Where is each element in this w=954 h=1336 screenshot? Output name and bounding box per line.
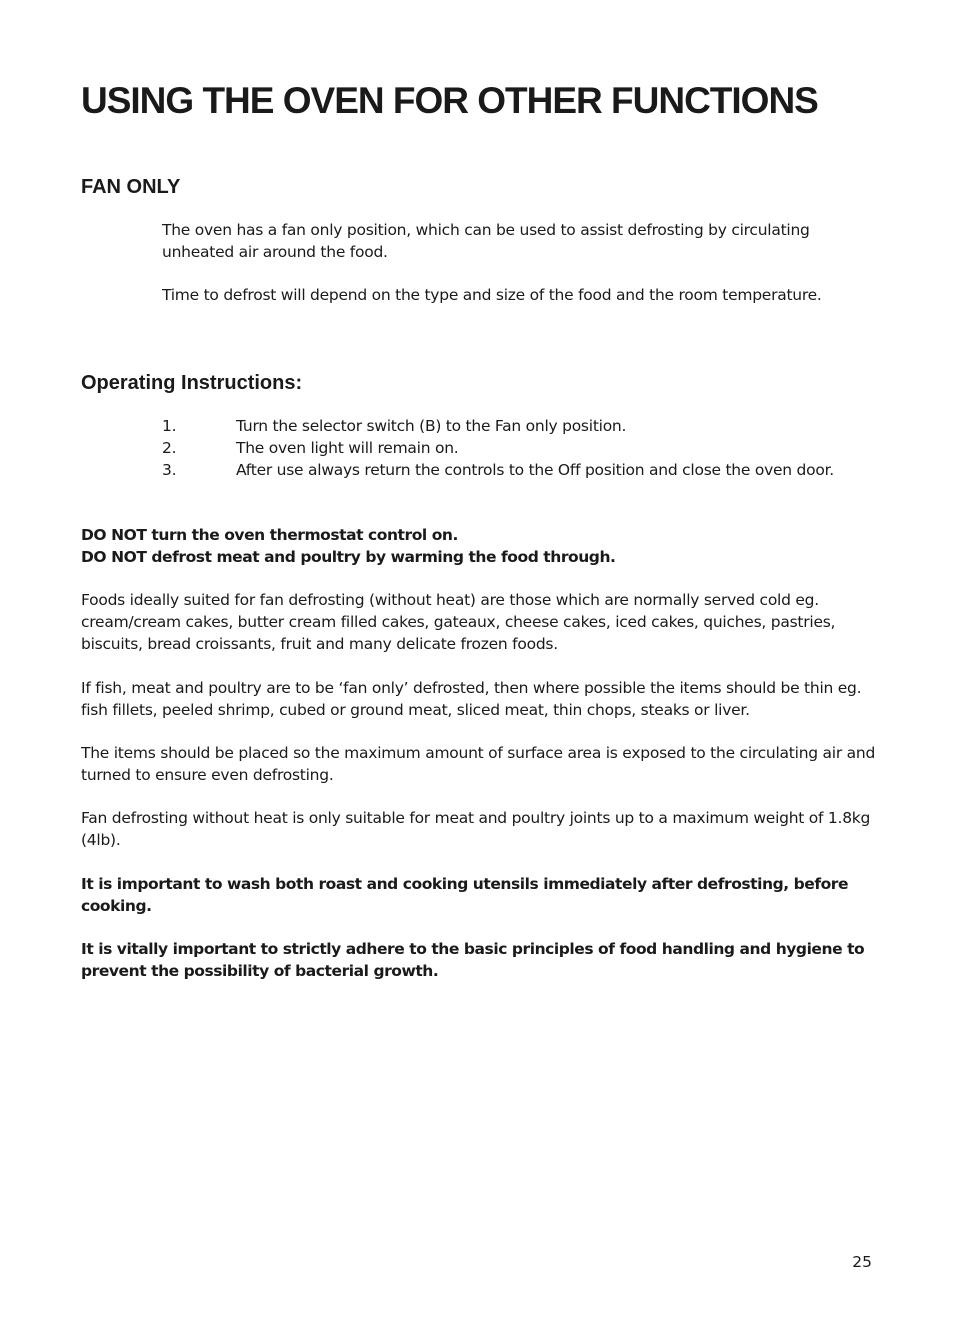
fan-only-paragraph: Time to defrost will depend on the type and size of the food and the room temperature. bbox=[162, 286, 822, 304]
step-text: Turn the selector switch (B) to the Fan only position. bbox=[236, 417, 627, 435]
important-note: It is important to wash both roast and cooking utensils immediately after defrosting, before cooking. bbox=[81, 875, 849, 915]
step-text: The oven light will remain on. bbox=[236, 439, 459, 457]
step-text: After use always return the controls to the Off position and close the oven door. bbox=[236, 461, 834, 479]
step-number: 2. bbox=[162, 439, 177, 457]
body-paragraph: The items should be placed so the maximum amount of surface area is exposed to the circulating air and turned to ensure even defrosting. bbox=[81, 744, 876, 784]
operating-step bbox=[162, 437, 882, 459]
body-paragraph: Fan defrosting without heat is only suitable for meat and poultry joints up to a maximum weight of 1.8kg (4lb). bbox=[81, 809, 871, 849]
operating-step bbox=[162, 459, 882, 481]
operating-step bbox=[162, 415, 882, 437]
fan-only-paragraph: The oven has a fan only position, which can be used to assist defrosting by circulating unheated air around the food. bbox=[162, 221, 810, 261]
body-paragraph: Foods ideally suited for fan defrosting (without heat) are those which are normally served cold eg. cream/cream cakes, butter cream filled cakes, gateaux, cheese cakes, iced cakes, quiches, pastries, biscuits, bread croissants, fruit and many delicate frozen foods. bbox=[81, 591, 836, 653]
step-number: 3. bbox=[162, 461, 177, 479]
warning-text: DO NOT turn the oven thermostat control on. bbox=[81, 526, 458, 544]
page-number: 25 bbox=[852, 1253, 872, 1271]
section-heading-operating-instructions: Operating Instructions: bbox=[81, 372, 303, 394]
body-paragraph: If fish, meat and poultry are to be ‘fan only’ defrosted, then where possible the items should be thin eg. fish fillets, peeled shrimp, cubed or ground meat, sliced meat, thin chops, steaks or liver. bbox=[81, 679, 862, 719]
step-number: 1. bbox=[162, 417, 177, 435]
important-note: It is vitally important to strictly adhere to the basic principles of food handling and hygiene to prevent the possibility of bacterial growth. bbox=[81, 940, 865, 980]
operating-steps-list bbox=[162, 415, 882, 481]
warning-text: DO NOT defrost meat and poultry by warming the food through. bbox=[81, 548, 616, 566]
page-title: USING THE OVEN FOR OTHER FUNCTIONS bbox=[81, 80, 818, 121]
section-heading-fan-only: FAN ONLY bbox=[81, 176, 181, 198]
